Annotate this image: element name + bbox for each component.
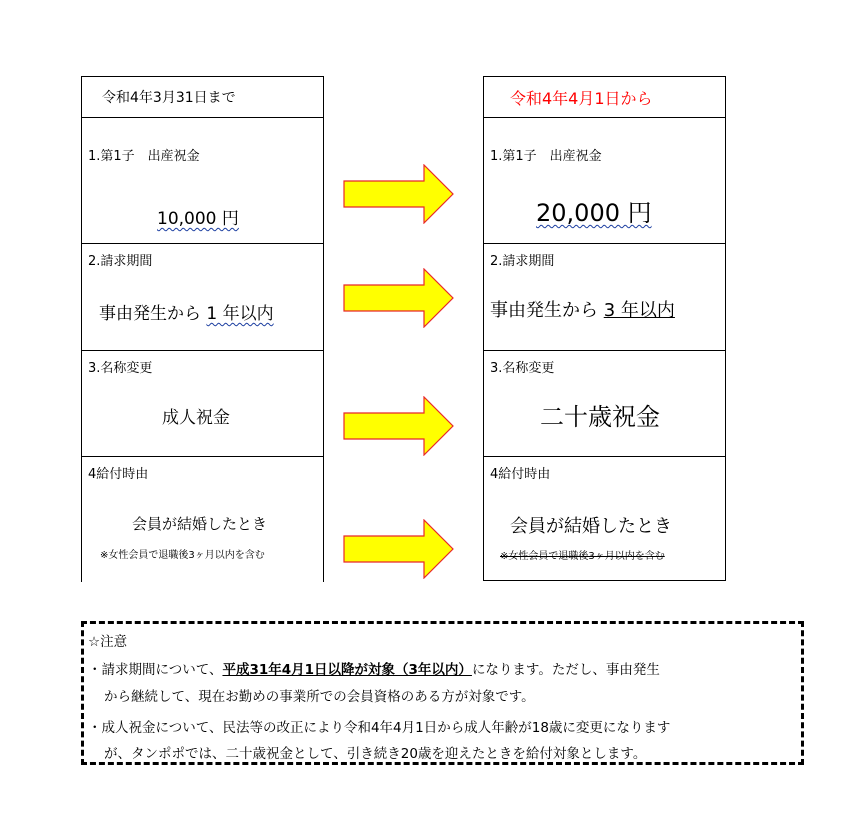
row-label: 1.第1子 出産祝金	[88, 149, 200, 164]
notice-line	[88, 658, 660, 678]
right-arrow-icon	[343, 519, 454, 579]
notice-text: ・請求期間について、	[88, 662, 223, 678]
notice-text: になります。ただし、事由発生	[471, 662, 660, 678]
period-value	[99, 299, 274, 324]
period-years: 1 年以内	[206, 304, 274, 324]
before-header: 令和4年3月31日まで	[102, 90, 236, 106]
notice-title: ☆注意	[88, 634, 128, 650]
row-label: 3.名称変更	[88, 361, 153, 376]
row-label: 4給付時由	[490, 467, 551, 482]
notice-line: ・成人祝金について、民法等の改正により令和4年4月1日から成人年齢が18歳に変更になります	[88, 720, 671, 736]
period-text: 事由発生から	[490, 300, 604, 321]
row-label: 3.名称変更	[490, 361, 555, 376]
period-text: 事由発生から	[99, 304, 207, 324]
row-label: 1.第1子 出産祝金	[490, 149, 602, 164]
condition-note-struck: ※女性会員で退職後3ヶ月以内を含む	[500, 551, 665, 562]
before-table	[81, 76, 324, 582]
after-row-birth	[484, 117, 725, 244]
notice-line: から継続して、現在お勤めの事業所での会員資格のある方が対象です。	[104, 689, 535, 705]
name-value: 成人祝金	[162, 408, 230, 428]
period-years: 3 年以内	[603, 300, 675, 321]
after-header-cell	[484, 77, 725, 117]
notice-line: が、タンポポでは、二十歳祝金として、引き続き20歳を迎えたときを給付対象とします。	[104, 746, 647, 762]
before-row-birth	[82, 117, 323, 244]
birth-amount: 10,000 円	[157, 209, 239, 229]
condition-note: ※女性会員で退職後3ヶ月以内を含む	[100, 550, 265, 561]
right-arrow-icon	[343, 268, 454, 328]
period-value	[490, 296, 675, 322]
right-arrow-icon	[343, 396, 454, 456]
birth-amount: 20,000 円	[536, 199, 652, 227]
row-label: 2.請求期間	[490, 254, 555, 269]
condition-value: 会員が結婚したとき	[132, 515, 268, 533]
after-table	[483, 76, 726, 581]
after-row-name	[484, 350, 725, 457]
after-header: 令和4年4月1日から	[510, 89, 653, 108]
row-label: 2.請求期間	[88, 254, 153, 269]
name-value: 二十歳祝金	[540, 403, 660, 431]
before-row-name	[82, 350, 323, 457]
condition-value: 会員が結婚したとき	[510, 516, 672, 537]
after-row-period	[484, 243, 725, 351]
before-header-cell	[82, 77, 323, 117]
before-row-condition	[82, 456, 323, 583]
after-row-condition	[484, 456, 725, 581]
notice-emphasis: 平成31年4月1日以降が対象（3年以内）	[222, 662, 472, 678]
row-label: 4給付時由	[88, 467, 149, 482]
right-arrow-icon	[343, 164, 454, 224]
before-row-period	[82, 243, 323, 351]
notice-box	[81, 621, 804, 765]
